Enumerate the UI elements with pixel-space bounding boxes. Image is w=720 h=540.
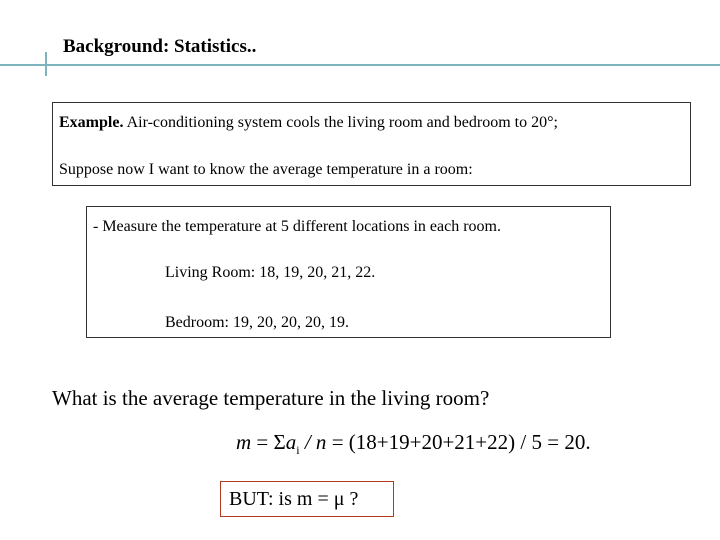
formula-m: m	[236, 430, 252, 454]
example-label: Example.	[59, 114, 124, 131]
measurement-box	[86, 206, 611, 338]
formula-eq: =	[251, 430, 274, 454]
mean-formula	[236, 430, 591, 458]
example-line	[59, 114, 558, 132]
question-text: What is the average temperature in the living room?	[52, 386, 490, 410]
example-box	[52, 102, 691, 186]
formula-slash-n: / n	[299, 430, 327, 454]
example-text: Air-conditioning system cools the living room and bedroom to 20°;	[123, 114, 558, 131]
measure-instruction: - Measure the temperature at 5 different locations in each room.	[93, 218, 501, 235]
formula-rest: = (18+19+20+21+22) / 5 = 20.	[326, 430, 591, 454]
title-tick	[45, 52, 47, 76]
suppose-line: Suppose now I want to know the average temperature in a room:	[59, 161, 473, 178]
but-question-box: BUT: is m = μ ?	[220, 481, 394, 517]
bedroom-readings: Bedroom: 19, 20, 20, 20, 19.	[165, 314, 349, 331]
slide-title: Background: Statistics..	[63, 36, 257, 57]
title-rule	[0, 64, 720, 66]
formula-sigma: Σ	[273, 430, 286, 454]
formula-a: a	[285, 430, 297, 454]
formula-sub-i: i	[296, 443, 300, 458]
living-room-readings: Living Room: 18, 19, 20, 21, 22.	[165, 264, 376, 281]
